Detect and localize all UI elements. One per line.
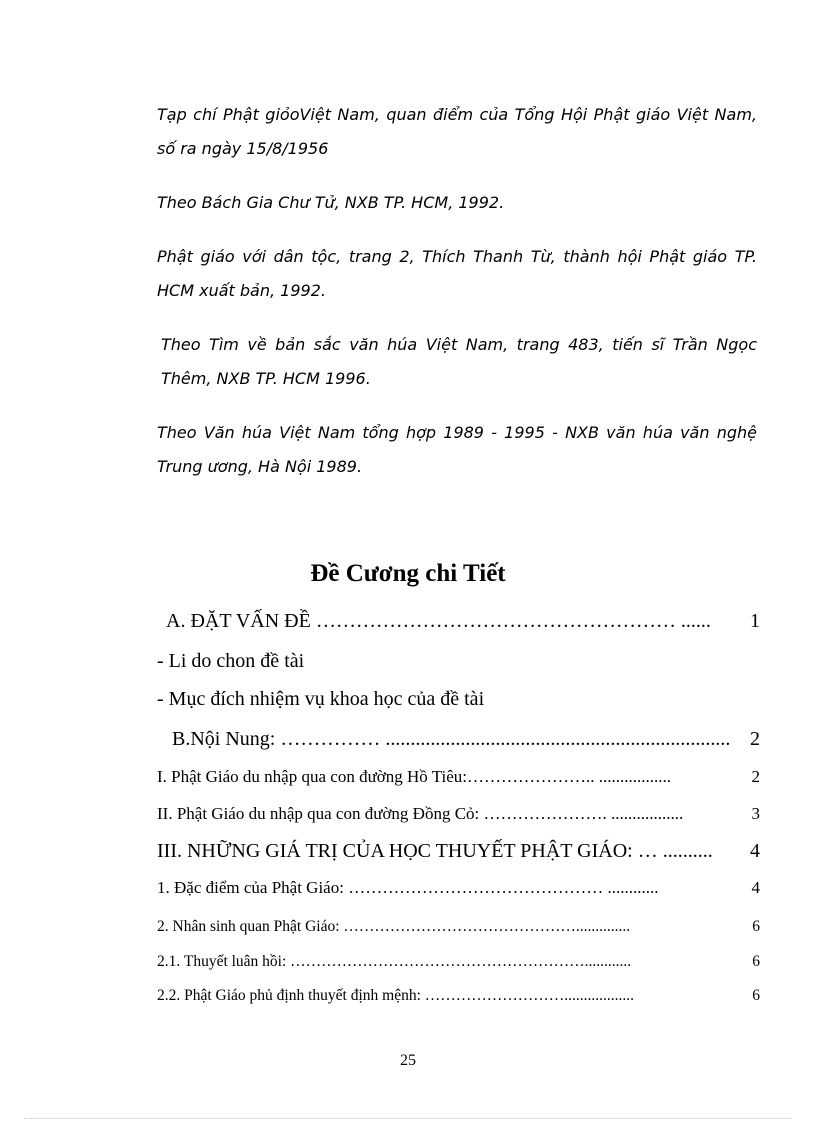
toc-entry-label: - Li do chon đề tài [157,650,305,672]
toc-entry [157,918,760,936]
toc-entry [157,878,760,898]
reference-item: Tạp chí Phật giỏoViệt Nam, quan điểm của Tổng Hội Phật giáo Việt Nam, số ra ngày 15/8/1956 [157,105,757,158]
toc-entry-page: 3 [751,804,760,823]
toc-entry-page: 4 [751,878,760,897]
page-number: 25 [400,1052,416,1069]
toc-entry [157,804,760,824]
toc-entry [157,767,760,787]
toc-entry [157,987,760,1005]
toc-entry-page: 1 [750,610,760,632]
toc-entry-label: 2. Nhân sinh quan Phật Giáo: ……………………………………….............. [157,918,631,935]
toc-entry-label: 2.1. Thuyết luân hồi: …………………………………………………............ [157,953,632,970]
page-bottom-divider [24,1118,792,1119]
toc-entry-page: 6 [752,953,760,970]
toc-entry-page: 6 [752,987,760,1004]
toc-entry-page: 4 [750,840,760,862]
reference-list [157,98,757,504]
toc-entry-label: 1. Đặc điểm của Phật Giáo: ……………………………………… ............ [157,878,659,897]
toc-entry [157,953,760,971]
toc-entry [157,650,304,673]
toc-entry [157,840,760,863]
toc-entry-page: 2 [750,728,760,750]
reference-item: Phật giáo với dân tộc, trang 2, Thích Thanh Từ, thành hội Phật giáo TP. HCM xuất bản, 1992. [157,247,757,300]
toc-entry-label: 2.2. Phật Giáo phủ định thuyết định mệnh: ……………………….................. [157,987,635,1004]
toc-entry-label: - Mục đích nhiệm vụ khoa học của đề tài [157,688,485,710]
reference-item: Theo Tìm về bản sắc văn húa Việt Nam, trang 483, tiến sĩ Trần Ngọc Thêm, NXB TP. HCM 1996. [161,335,757,388]
reference-item: Theo Bách Gia Chư Tử, NXB TP. HCM, 1992. [157,193,505,212]
toc-entry-label: I. Phật Giáo du nhập qua con đường Hồ Tiêu:………………….. ................. [157,767,672,786]
toc-title: Đề Cương chi Tiết [310,560,506,587]
toc-entry-label: II. Phật Giáo du nhập qua con đường Đồng Cỏ: …………………. ................. [157,804,684,823]
toc-entry-label: B.Nội Nung: …………… ..................................................................... [172,728,731,750]
toc-entry [172,728,760,751]
toc-entry [157,688,484,711]
toc-entry-label: III. NHỮNG GIÁ TRỊ CỦA HỌC THUYẾT PHẬT GIÁO: … .......... [157,840,713,862]
toc-entry [166,610,760,633]
reference-item: Theo Văn húa Việt Nam tổng hợp 1989 - 1995 - NXB văn húa văn nghệ Trung ương, Hà Nội 1989. [157,423,757,476]
toc-entry-label: A. ĐẶT VẤN ĐỀ ……………………………………………… ...... [166,610,711,632]
toc-entry-page: 6 [752,918,760,935]
toc-entry-page: 2 [751,767,760,786]
